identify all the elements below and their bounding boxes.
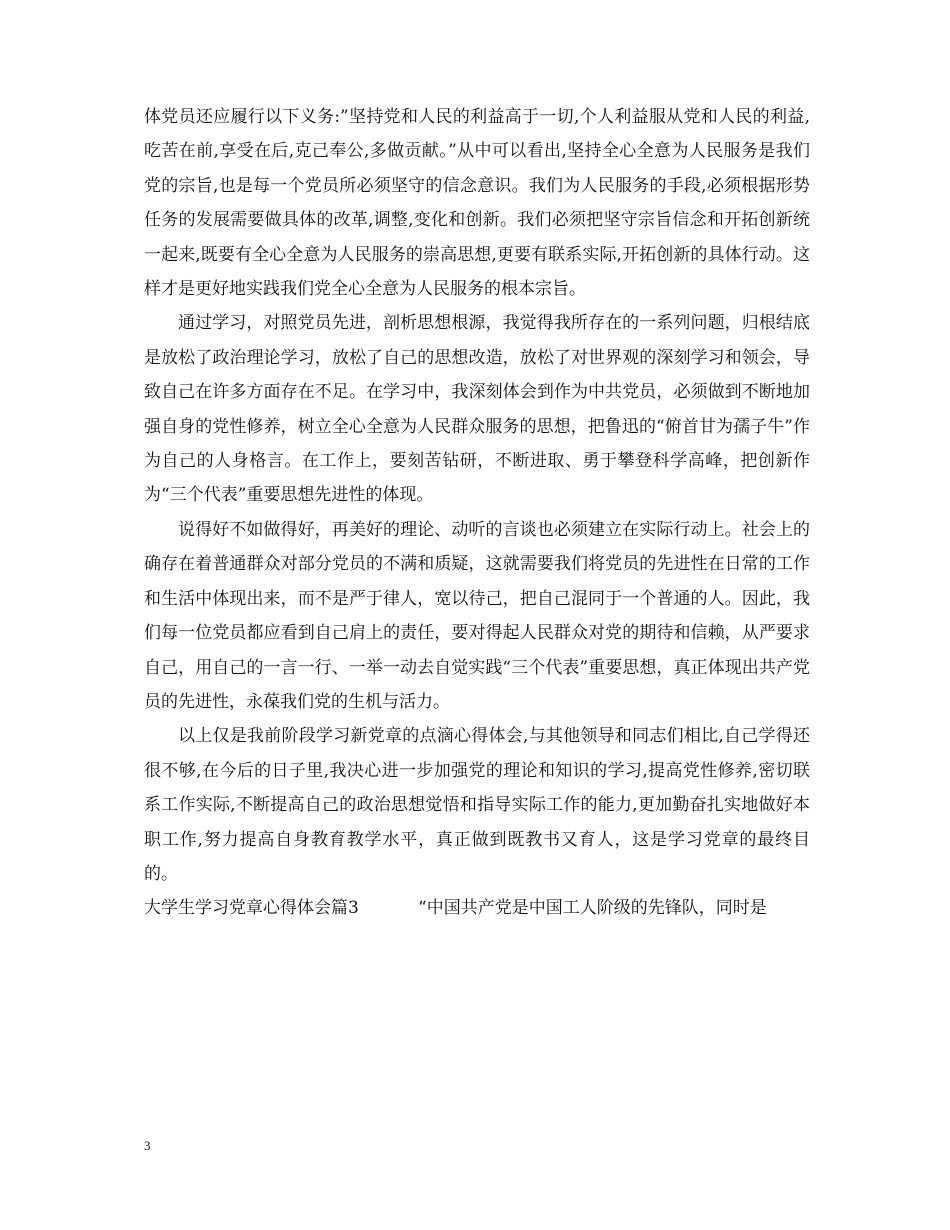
- page-number: 3: [144, 1138, 151, 1153]
- section-intro-text: “中国共产党是中国工人阶级的先锋队，同时是: [418, 898, 767, 919]
- document-body: [144, 100, 810, 926]
- section-heading-line: [144, 891, 810, 925]
- section-title: 大学生学习党章心得体会篇3: [144, 898, 359, 919]
- paragraph-1: 体党员还应履行以下义务:”坚持党和人民的利益高于一切,个人利益服从党和人民的利益,吃苦在前,享受在后,克己奉公,多做贡献。”从中可以看出,坚持全心全意为人民服务是我们党的宗旨,也是每一个党员所必须坚守的信念意识。我们为人民服务的手段,必须根据形势任务的发展需要做具体的改革,调整,变化和创新。我们必须把坚守宗旨信念和开拓创新统一起来,既要有全心全意为人民服务的崇高思想,更要有联系实际,开拓创新的具体行动。这样才是更好地实践我们党全心全意为人民服务的根本宗旨。: [144, 107, 810, 300]
- paragraph-4: 以上仅是我前阶段学习新党章的点滴心得体会,与其他领导和同志们相比,自己学得还很不够,在今后的日子里,我决心进一步加强党的理论和知识的学习,提高党性修养,密切联系工作实际,不断提高自己的政治思想觉悟和指导实际工作的能力,更加勤奋扎实地做好本职工作,努力提高自身教育教学水平，真正做到既教书又育人，这是学习党章的最终目的。: [144, 726, 810, 884]
- paragraph-3: 说得好不如做得好，再美好的理论、动听的言谈也必须建立在实际行动上。社会上的确存在着普通群众对部分党员的不满和质疑，这就需要我们将党员的先进性在日常的工作和生活中体现出来，而不是严于律人，宽以待己，把自己混同于一个普通的人。因此，我们每一位党员都应看到自己肩上的责任，要对得起人民群众对党的期待和信赖，从严要求自己，用自己的一言一行、一举一动去自觉实践“三个代表”重要思想，真正体现出共产党员的先进性，永葆我们党的生机与活力。: [144, 519, 810, 712]
- paragraph-2: 通过学习，对照党员先进，剖析思想根源，我觉得我所存在的一系列问题，归根结底是放松了政治理论学习，放松了自己的思想改造，放松了对世界观的深刻学习和领会，导致自己在许多方面存在不足。在学习中，我深刻体会到作为中共党员，必须做到不断地加强自身的党性修养，树立全心全意为人民群众服务的思想，把鲁迅的“俯首甘为孺子牛”作为自己的人身格言。在工作上，要刻苦钻研，不断进取、勇于攀登科学高峰，把创新作为“三个代表”重要思想先进性的体现。: [144, 313, 810, 506]
